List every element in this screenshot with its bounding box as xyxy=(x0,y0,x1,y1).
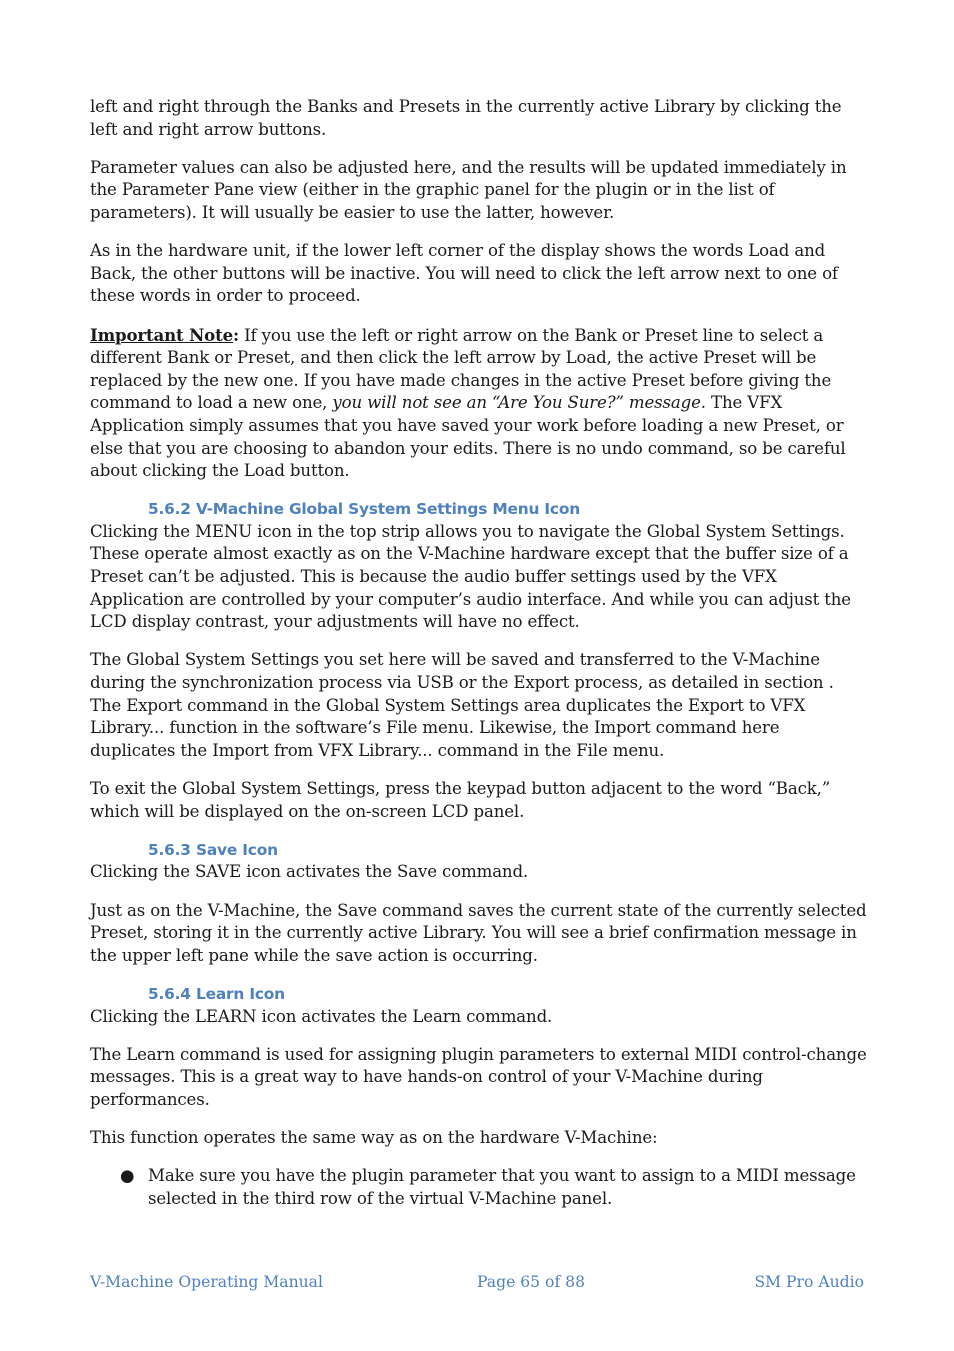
page-footer xyxy=(90,1271,864,1295)
important-note-colon: : xyxy=(233,324,239,345)
important-note-text-1: If you use the left or right arrow on the Bank or Preset line to select a different Bank or Preset, and then click the left arrow by Load, the active Preset will be replaced by the new one. If you have made changes in the active Preset before giving the command to load a new one, xyxy=(90,325,832,413)
paragraph-global-settings-sync: The Global System Settings you set here will be saved and transferred to the V-Machine during the synchronization process via USB or the Export process, as detailed in section . The Export command in the Global System Settings area duplicates the Export to VFX Library... function in the software’s File menu. Likewise, the Import command here duplicates the Import from VFX Library... command in the File menu. xyxy=(90,650,834,760)
document-body xyxy=(90,96,868,1210)
paragraph-load-back: As in the hardware unit, if the lower left corner of the display shows the words Load and Back, the other buttons will be inactive. You will need to click the left arrow next to one of these words in order to proceed. xyxy=(90,241,838,306)
heading-5-6-2: 5.6.2 V-Machine Global System Settings Menu Icon xyxy=(148,500,580,519)
bullet-list xyxy=(90,1165,868,1210)
list-item-text: Make sure you have the plugin parameter that you want to assign to a MIDI message selected in the third row of the virtual V-Machine panel. xyxy=(148,1166,856,1208)
heading-5-6-3: 5.6.3 Save Icon xyxy=(148,840,278,859)
paragraph-exit-settings: To exit the Global System Settings, press the keypad button adjacent to the word “Back,” which will be displayed on the on-screen LCD panel. xyxy=(90,779,831,821)
paragraph-parameter-values: Parameter values can also be adjusted here, and the results will be updated immediately in the Parameter Pane view (either in the graphic panel for the plugin or in the list of parameters). It will usually be easier to use the latter, however. xyxy=(90,157,847,222)
important-note-label: Important Note xyxy=(90,324,234,345)
paragraph-bank-navigation: left and right through the Banks and Presets in the currently active Library by clicking the left and right arrow buttons. xyxy=(90,97,842,139)
footer-company: SM Pro Audio xyxy=(754,1273,864,1291)
footer-manual-title: V-Machine Operating Manual xyxy=(90,1273,323,1291)
important-note-text-2: The VFX Application simply assumes that you have saved your work before loading a new Preset, or else that you are choosing to abandon your edits. There is no undo command, so be careful about clicking the Load button. xyxy=(90,393,846,481)
footer-page-number: Page 65 of 88 xyxy=(477,1273,586,1291)
paragraph-learn-command: The Learn command is used for assigning plugin parameters to external MIDI control-change messages. This is a great way to have hands-on control of your V-Machine during performances. xyxy=(90,1044,867,1109)
paragraph-save-command: Just as on the V-Machine, the Save command saves the current state of the currently selected Preset, storing it in the currently active Library. You will see a brief confirmation message in the upper left pane while the save action is occurring. xyxy=(90,900,867,965)
important-note-italic: you will not see an “Are You Sure?” message. xyxy=(332,393,706,413)
paragraph-learn-function: This function operates the same way as on the hardware V-Machine: xyxy=(90,1128,658,1148)
paragraph-learn-icon: Clicking the LEARN icon activates the Learn command. xyxy=(90,1006,553,1026)
paragraph-menu-icon: Clicking the MENU icon in the top strip allows you to navigate the Global System Settings. These operate almost exactly as on the V-Machine hardware except that the buffer size of a Preset can’t be adjusted. This is because the audio buffer settings used by the VFX Application are controlled by your computer’s audio interface. And while you can adjust the LCD display contrast, your adjustments will have no effect. xyxy=(90,521,851,632)
list-item xyxy=(90,1165,868,1210)
bullet-icon: ● xyxy=(120,1166,135,1186)
heading-5-6-4: 5.6.4 Learn Icon xyxy=(148,984,285,1003)
paragraph-save-icon: Clicking the SAVE icon activates the Save command. xyxy=(90,862,529,882)
important-note xyxy=(90,324,868,483)
